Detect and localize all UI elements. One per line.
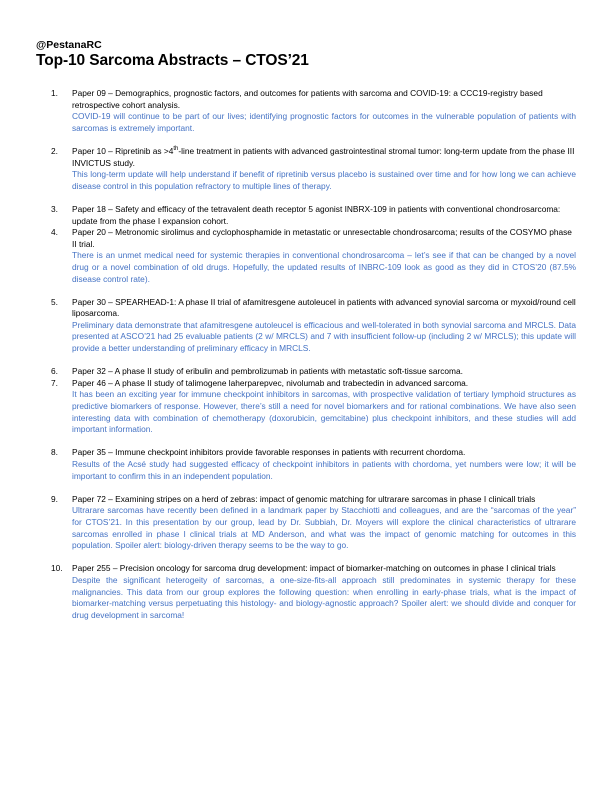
page-title: Top-10 Sarcoma Abstracts – CTOS’21 (36, 52, 309, 69)
paper-title (72, 146, 576, 169)
item-number: 7. (51, 377, 58, 388)
list-item (36, 204, 576, 227)
item-number: 1. (51, 88, 58, 98)
item-number: 10. (51, 563, 63, 574)
paper-title-part: Paper 10 – Ripretinib as >4 (72, 145, 174, 156)
commentary: Preliminary data demonstrate that afamitresgene autoleucel is efficacious and well-tolerated in both synovial sarcoma and MRCLS. Data presented at ASCO’21 had 25 evaluable patients (2 w/ MRCLS) and 7 with insufficient follow-up (including 2 w/ MRCLS); this update will provide a better understanding of preliminary efficacy in MRCLS. (72, 319, 576, 354)
paper-title: Paper 18 – Safety and efficacy of the tetravalent death receptor 5 agonist INBRX-109 in patients with conventional chondrosarcoma: update from the phase I expansion cohort. (72, 203, 561, 226)
paper-title: Paper 30 – SPEARHEAD-1: A phase II trial of afamitresgene autoleucel in patients with advanced synovial sarcoma or myxoid/round cell liposarcoma. (72, 296, 576, 319)
item-number: 9. (51, 493, 58, 504)
commentary: This long-term update will help understand if benefit of ripretinib versus placebo is sustained over time and for how long we can achieve disease control in this population refractory to multiple lines of therapy. (72, 169, 576, 191)
paper-title: Paper 72 – Examining stripes on a herd of zebras: impact of genomic matching for ultrarare sarcomas in phase I clinicall trials (72, 493, 536, 504)
item-number: 3. (51, 203, 58, 214)
paper-title: Paper 20 – Metronomic sirolimus and cyclophosphamide in metastatic or unresectable chondrosarcoma; results of the COSYMO phase II trial. (72, 227, 572, 249)
superscript: th (173, 146, 179, 153)
list-item (36, 366, 576, 378)
paper-title: Paper 09 – Demographics, prognostic factors, and outcomes for patients with sarcoma and COVID-19: a CCC19-registry based retrospective cohort analysis. (72, 88, 543, 110)
commentary: It has been an exciting year for immune checkpoint inhibitors in sarcomas, with prospective validation of tertiary lymphoid structures as predictive biomarkers of response. However, there’s still a need for novel biomarkers and for rational combinations. We have also seen interesting data with combination of chemotherapy (doxorubicin, gemcitabine) plus checkpoint inhibitors, and these studies will add important information. (72, 389, 576, 435)
paper-title: Paper 46 – A phase II study of talimogene laherparepvec, nivolumab and trabectedin in advanced sarcoma. (72, 377, 469, 388)
list-item (36, 146, 576, 192)
commentary: Ultrarare sarcomas have recently been defined in a landmark paper by Stacchiotti and colleagues, and are the “sarcomas of the year” for CTOS’21. In this presentation by our group, lead by Dr. Subbiah, Dr. Moyers will explore the clinical characteristics of ultrarare sarcomas enrolled in phase I clinical trials at MD Anderson, and what was the impact of genomic matching for outcomes in this population. Spoiler alert: biology-driven therapy seems to be the way to go. (72, 505, 576, 551)
item-number: 4. (51, 227, 58, 238)
commentary: Results of the Acsé study had suggested efficacy of checkpoint inhibitors in patients with chordoma, yet numbers were low; it will be important to confirm this in an independent population. (72, 459, 576, 481)
list-item (36, 88, 576, 134)
list-item (36, 378, 576, 436)
list-item (36, 227, 576, 285)
abstract-list (36, 88, 576, 621)
list-item (36, 297, 576, 355)
item-number: 2. (51, 145, 58, 156)
list-item (36, 494, 576, 552)
commentary: Despite the significant heterogeity of sarcomas, a one-size-fits-all approach still predominates in systemic therapy for these malignancies. This data from our group explores the following question: when enrolling in early-phase trials, what is the impact of biomarker-matching versus perpetuating this histology- and biology-agnostic approach? Spoiler alert: we should divide and conquer for drug development in sarcoma! (72, 574, 576, 620)
paper-title: Paper 35 – Immune checkpoint inhibitors provide favorable responses in patients with recurrent chordoma. (72, 447, 466, 458)
paper-title-part: -line treatment in patients with advanced gastrointestinal stromal tumor: long-term update from the phase III INVICTUS study. (72, 145, 575, 168)
paper-title: Paper 32 – A phase II study of eribulin and pembrolizumab in patients with metastatic soft-tissue sarcoma. (72, 366, 463, 377)
item-number: 6. (51, 366, 58, 377)
paper-title: Paper 255 – Precision oncology for sarcoma drug development: impact of biomarker-matching on outcomes in phase I clinical trials (72, 563, 556, 574)
item-number: 8. (51, 447, 58, 458)
commentary: There is an unmet medical need for systemic therapies in conventional chondrosarcoma – let’s see if that can be changed by a novel drug or a novel combination of old drugs. Hopefully, the updated results of INBRC-109 look as good as they did in CTOS’20 (87.5% disease control rate). (72, 250, 576, 284)
author-handle: @PestanaRC (36, 39, 102, 51)
item-number: 5. (51, 296, 58, 307)
commentary: COVID-19 will continue to be part of our lives; identifying prognostic factors for outcomes in the vulnerable population of patients with sarcomas is extremely important. (72, 111, 576, 133)
list-item (36, 563, 576, 621)
list-item (36, 447, 576, 482)
